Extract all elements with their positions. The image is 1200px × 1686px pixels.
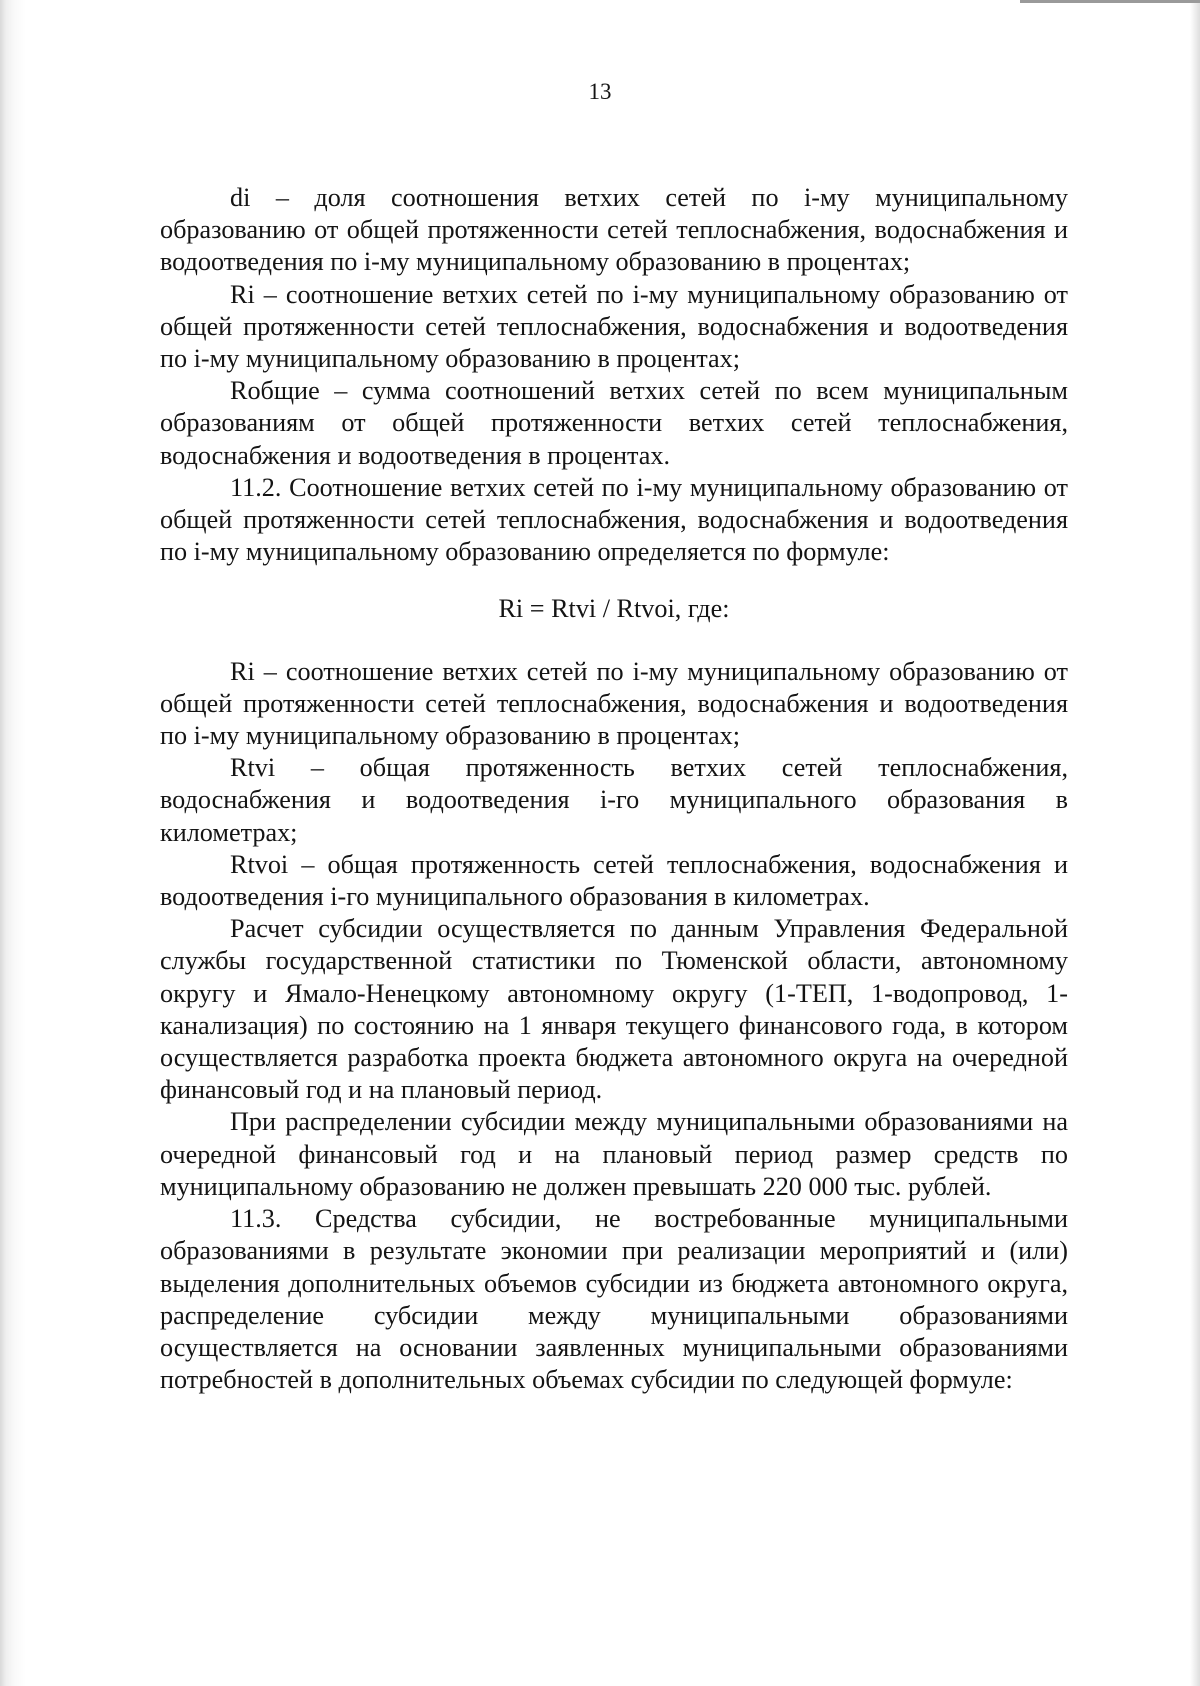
scan-edge-right <box>1190 0 1200 1686</box>
definition-ri-repeat: Ri – соотношение ветхих сетей по i-му муниципальному образованию от общей протяженности сетей теплоснабжения, водоснабжения и водоотведения по i-му муниципальному образованию в процентах; <box>160 656 1068 751</box>
definition-rtvoi: Rtvoi – общая протяженность сетей теплоснабжения, водоснабжения и водоотведения i-го муниципального образования в километрах. <box>160 849 1068 912</box>
document-body <box>160 182 1068 1396</box>
definition-rtvi: Rtvi – общая протяженность ветхих сетей теплоснабжения, водоснабжения и водоотведения i-го муниципального образования в километрах; <box>160 753 1068 847</box>
subsidy-calculation-paragraph: Расчет субсидии осуществляется по данным Управления Федеральной службы государственной статистики по Тюменской области, автономному округу и Ямало-Ненецкому автономному округу (1-ТЕП, 1-водопровод, 1-канализация) по состоянию на 1 января текущего финансового года, в котором осуществляется разработка проекта бюджета автономного округа на очередной финансовый год и на плановый период. <box>160 914 1068 1105</box>
subsidy-limit-paragraph: При распределении субсидии между муниципальными образованиями на очередной финансовый год и на плановый период размер средств по муниципальному образованию не должен превышать 220 000 тыс. рублей. <box>160 1107 1068 1201</box>
formula-ri: Ri = Rtvi / Rtvoi, где: <box>498 594 730 624</box>
definition-di: di – доля соотношения ветхих сетей по i-му муниципальному образованию от общей протяженности сетей теплоснабжения, водоснабжения и водоотведения по i-му муниципальному образованию в процентах; <box>160 183 1068 277</box>
page-number: 13 <box>588 79 612 104</box>
scan-edge-left <box>0 0 26 1686</box>
scan-edge-top <box>1020 0 1200 3</box>
definition-ri: Ri – соотношение ветхих сетей по i-му муниципальному образованию от общей протяженности сетей теплоснабжения, водоснабжения и водоотведения по i-му муниципальному образованию в процентах; <box>160 279 1068 374</box>
definition-r-total: Rобщие – сумма соотношений ветхих сетей по всем муниципальным образованиям от общей протяженности ветхих сетей теплоснабжения, водоснабжения и водоотведения в процентах. <box>160 376 1068 470</box>
section-11-3: 11.3. Средства субсидии, не востребованные муниципальными образованиями в результате экономии при реализации мероприятий и (или) выделения дополнительных объемов субсидии из бюджета автономного округа, распределение субсидии между муниципальными образованиями осуществляется на основании заявленных муниципальными образованиями потребностей в дополнительных объемах субсидии по следующей формуле: <box>160 1204 1068 1395</box>
section-11-2: 11.2. Соотношение ветхих сетей по i-му муниципальному образованию от общей протяженности сетей теплоснабжения, водоснабжения и водоотведения по i-му муниципальному образованию определяется по формуле: <box>160 472 1068 567</box>
